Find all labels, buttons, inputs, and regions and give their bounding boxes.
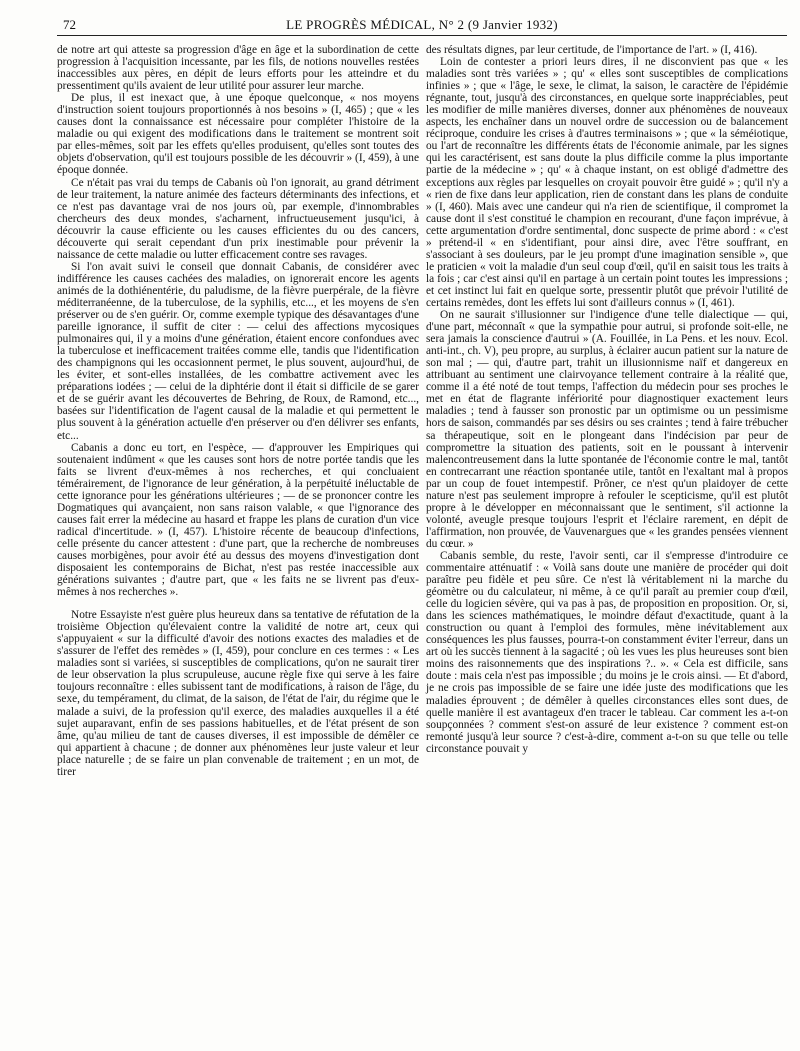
right-column	[426, 44, 788, 755]
paragraph: Si l'on avait suivi le conseil que donnait Cabanis, de considérer avec indifférence les causes cachées des maladies, on ignorerait encore les agents animés de la dothiénentérie, du paludisme, de la fièvre puerpérale, de la fièvre méditerranéenne, de la tuberculose, de la syphilis, etc..., et les moyens de s'en préserver ou de s'en guérir. Or, comme exemple typique des désavantages d'une pareille ignorance, il suffit de citer : — celui des affections mycosiques pulmonaires qui, il y a moins d'une génération, étaient encore confondues avec la tuberculose et inefficacement traitées comme elle, tandis que l'identification des champignons qui les occasionnent permet, le plus souvent, aujourd'hui, de les éviter, et sont-elles installées, de les combattre activement avec les préparations iodées ; — celui de la diphtérie dont il était si difficile de se garer et de se guérir avant les découvertes de Behring, de Roux, de Ramond, etc..., basées sur l'identification de l'agent causal de la maladie et qui permettent le plus souvent à la génération actuelle d'en préserver ou d'en délivrer ses enfants, etc...	[57, 260, 419, 442]
paragraph: Cabanis semble, du reste, l'avoir senti, car il s'empresse d'introduire ce commentaire atténuatif : « Voilà sans doute une manière de procéder qui doit paraître peu fidèle et peu sûre. Ce n'est là véritablement ni la marche du géomètre ou du calculateur, ni même, à ce qu'il paraît au premier coup d'œil, celle du logicien sévère, qui va pas à pas, de proposition en proposition. Or, si, dans les sciences mathématiques, le moindre défaut d'exactitude, quant à la construction ou quant à l'emploi des formules, mène inévitablement aux conséquences les plus fausses, pourra-t-on constamment éviter l'erreur, dans un art où les succès tiennent à la sagacité ; où les vues les plus heureuses sont bien moins des raisonnements que des inspirations ?.. ». « Cela est difficile, sans doute : mais cela n'est pas impossible ; du moins je le crois ainsi. — Et d'abord, je ne crois pas impossible de se faire une idée juste des modifications que les maladies éprouvent ; de démêler à quelles circonstances elles sont dues, de quelle manière il est avantageux d'en tracer le tableau. Car comment les a-t-on soupçonnées ? comment s'est-on assuré de leur existence ? comment est-on remonté jusqu'à leur source ? c'est-à-dire, comment a-t-on su que telle ou telle circonstance pouvait y	[426, 549, 788, 755]
paragraph: On ne saurait s'illusionner sur l'indigence d'une telle dialectique — qui, d'une part, méconnaît « que la sympathie pour autrui, si profonde soit-elle, ne sera jamais la conscience d'autrui » (A. Fouillée, in La Pens. et les nouv. Ecol. anti-int., ch. V), peu propre, au surplus, à éclairer aucun patient sur la nature de son mal ; — qui, d'autre part, trahit un illusionnisme naïf et dangereux en attribuant au sentiment une clairvoyance tellement contraire à la réalité que, comme il a été noté de tout temps, l'affection du médecin pour ses proches le met en état de flagrante infériorité pour diagnostiquer exactement leurs maladies ; tend à fausser son pronostic par un optimisme ou un pessimisme hors de saison, commandés par ses désirs ou ses craintes ; tend à faire trébucher sa thérapeutique, soit en le plongeant dans l'indécision par peur de compromettre la situation des patients, soit en le poussant à intervenir malencontreusement dans la lutte spontanée de l'économie contre le mal, tantôt en contrecarrant une réaction spontanée utile, tantôt en l'exaltant mal à propos par un coup de fouet intempestif. Prôner, ce n'est qu'un plaidoyer de cette nature n'est pas seulement impropre à refouler le scepticisme, qu'il est plutôt propre à le développer en méconnaissant que le sentiment, s'il actionne la volonté, aveugle presque toujours l'esprit et l'éclaire rarement, en dépit de l'affirmation, non prouvée, de Vauvenargues que « les grandes pensées viennent du cœur. »	[426, 309, 788, 550]
running-header	[57, 14, 787, 34]
paragraph: Cabanis a donc eu tort, en l'espèce, — d'approuver les Empiriques qui soutenaient indûment « que les causes sont hors de notre portée tandis que les faits se livrent d'eux-mêmes à nos recherches, et qui concluaient témérairement, de l'ignorance de leur génération, à la perpétuité inéluctable de cette ignorance pour les générations ultérieures ; — de se prononcer contre les Dogmatiques qui avançaient, non sans raison valable, « que l'ignorance des causes fait errer la médecine au hasard et frappe les plans de curation d'un vice radical d'incertitude. » (I, 457). L'histoire récente de beaucoup d'infections, celle présente du cancer attestent : d'une part, que la recherche de nombreuses causes morbigènes, pour avoir été au dessus des moyens d'investigation dont disposaient les contemporains de Bichat, n'est pas restée inaccessible aux générations suivantes ; d'autre part, que « les faits ne se livrent pas d'eux-mêmes à nos recherches ».	[57, 441, 419, 599]
journal-title: LE PROGRÈS MÉDICAL, N° 2 (9 Janvier 1932)	[286, 17, 558, 32]
paragraph: Loin de contester a priori leurs dires, il ne disconvient pas que « les maladies sont très variées » ; qu' « elles sont susceptibles de complications infinies » ; que « l'âge, le sexe, le climat, la saison, le caractère de l'épidémie régnante, tout, jusqu'à des circonstances, en quelque sorte inappréciables, peut les modifier de mille manières diverses, donner aux phénomènes de nouveaux aspects, les enchaîner dans un nouvel ordre de succession ou de balancement réciproque, conduire les crises à d'autres terminaisons » ; que « la séméiotique, ou l'art de reconnaître les différents états de l'économie animale, par les signes qui les caractérisent, est sans doute la plus difficile comme la plus importante partie de la médecine » ; qu' « à chaque instant, on est obligé d'admettre des exceptions aux règles par lesquelles on croyait pouvoir être guidé » ; qu'il n'y a « rien de fixe dans leur application, rien de constant dans les plans de conduite » (I, 460). Mais avec une candeur qui n'a rien de scientifique, il compromet la cause dont il s'est constitué le champion en recourant, d'une façon imprévue, à cette argumentation d'ordre sentimental, donc suspecte de prime abord : « c'est » prétend-il « en s'identifiant, pour ainsi dire, avec l'être souffrant, en s'associant à ses douleurs, par le jeu prompt d'une imagination sensible », que le praticien « voit la maladie d'un seul coup d'œil, qu'il en saisit tous les traits à la fois ; car c'est ainsi qu'il en partage à un certain point toutes les impressions ; et cet instinct lui fait en quelque sorte, pressentir plutôt que prévoir l'utilité de certains remèdes, dont les effets lui sont d'ailleurs connus » (I, 461).	[426, 56, 788, 309]
page-number: 72	[63, 17, 76, 32]
paragraph: De plus, il est inexact que, à une époque quelconque, « nos moyens d'instruction soient toujours proportionnés à nos besoins » (I, 465) ; que « les causes dont la connaissance est nécessaire pour compléter l'histoire de la maladie ou qui exigent des modifications dans le traitement se montrent soit par elles-mêmes, soit par les effets qu'elles produisent, qu'elles sont toutes des objets d'observation, qu'il est toujours possible de les découvrir » (I, 459), à une époque donnée.	[57, 92, 419, 177]
paragraph: Notre Essayiste n'est guère plus heureux dans sa tentative de réfutation de la troisième Objection qu'élevaient contre la validité de notre art, ceux qui s'appuyaient « sur la difficulté d'avoir des notions exactes des maladies et de s'assurer de l'effet des remèdes » (I, 459), pour conclure en ces termes : « Les maladies sont si variées, si susceptibles de complications, qu'on ne saurait tirer de leur observation la plus scrupuleuse, aucune règle fixe qui serve à les faire toujours reconnaître : elles subissent tant de modifications, à raison de l'âge, du sexe, du tempérament, du climat, de la saison, de l'état de l'air, du régime que le malade a suivi, de la profession qu'il exerce, des maladies auxquelles il a été sujet auparavant, enfin de ses passions habituelles, et de l'état présent de son âme, qu'au milieu de tant de causes diverses, il est impossible de démêler ce qui appartient à chacune ; de donner aux phénomènes leur juste valeur et leur place naturelle ; de se faire un plan convenable de traitement ; en un mot, de tirer	[57, 609, 419, 778]
paragraph: Ce n'était pas vrai du temps de Cabanis où l'on ignorait, au grand détriment de leur traitement, la nature animée des facteurs déterminants des infections, et ce n'est pas davantage vrai de nos jours où, par exemple, d'innombrables chercheurs des deux mondes, s'acharnent, infructueusement jusqu'ici, à découvrir la cause efficiente ou les causes efficientes du ou des cancers, découverte qui serait cependant d'un prix inestimable pour prévenir la naissance de cette maladie ou lutter efficacement contre ses ravages.	[57, 176, 419, 261]
paragraph: des résultats dignes, par leur certitude, de l'importance de l'art. » (I, 416).	[426, 44, 758, 56]
paragraph: de notre art qui atteste sa progression d'âge en âge et la subordination de cette progression à l'acquisition incessante, par les fils, de notions nouvelles restées inaccessibles aux pères, en dépit de leurs efforts pour les atteindre et du pressentiment qu'ils avaient de leur utilité pour assurer leur marche.	[57, 44, 419, 93]
header-rule	[57, 35, 787, 36]
left-column	[57, 44, 419, 778]
